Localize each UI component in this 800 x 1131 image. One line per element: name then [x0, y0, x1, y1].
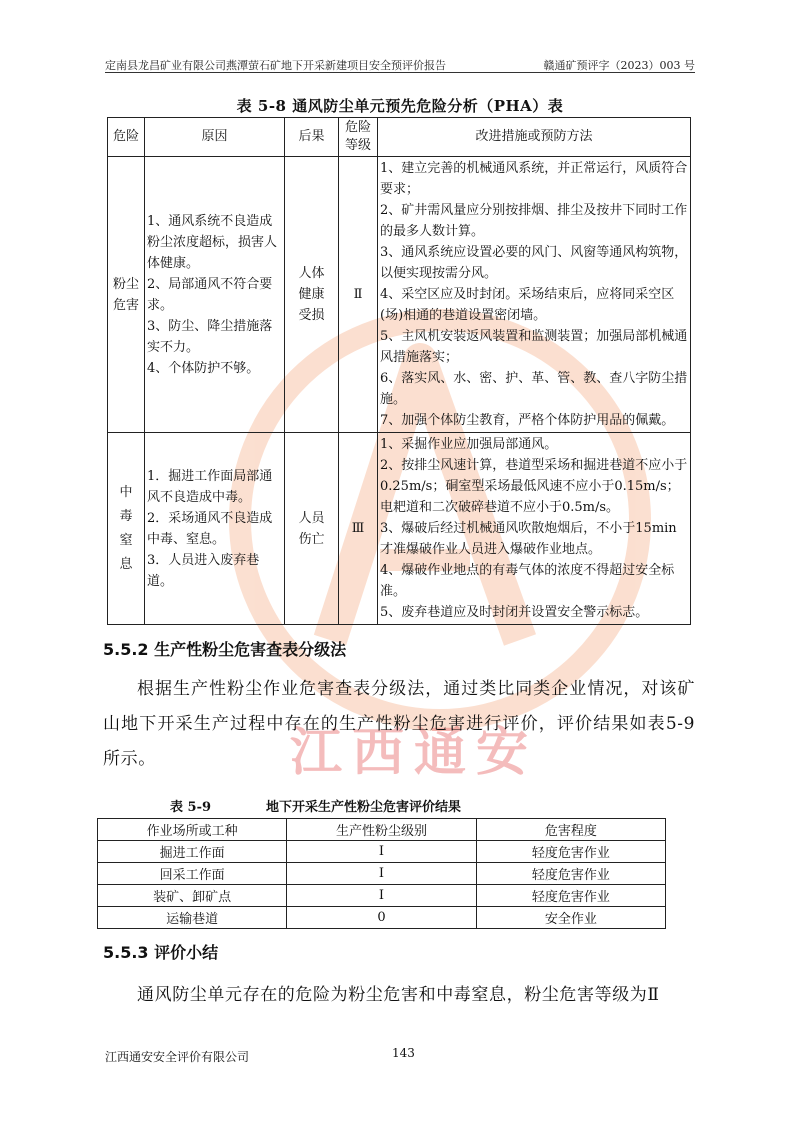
table-row	[98, 885, 666, 907]
table-number: 表 5-9	[170, 800, 212, 815]
header-cell: 原因	[145, 118, 285, 157]
table-cell: 掘进工作面	[98, 841, 287, 863]
table-row	[108, 433, 691, 625]
measure-line: 1、建立完善的机械通风系统，并正常运行，风质符合要求；	[380, 161, 688, 197]
consequence-cell: 人体健康受损	[285, 157, 339, 433]
cause-line: 1、通风系统不良造成粉尘浓度超标，损害人体健康。	[147, 213, 278, 271]
table-cell: 0	[287, 907, 476, 929]
watermark-text: 江西通安	[290, 724, 539, 782]
pha-table	[107, 117, 691, 625]
measure-line: 1、采掘作业应加强局部通风。	[380, 437, 558, 452]
measure-line: 7、加强个体防尘教育，严格个体防护用品的佩戴。	[380, 413, 675, 428]
measure-cell	[378, 433, 691, 625]
table-caption: 地下开采生产性粉尘危害评价结果	[266, 800, 462, 815]
header-cell: 生产性粉尘级别	[287, 819, 476, 841]
measure-line: 2、矿井需风量应分别按排烟、排尘及按井下同时工作的最多人数计算。	[380, 203, 688, 239]
cause-line: 3、防尘、降尘措施落实不力。	[147, 318, 273, 355]
section-5-5-2-paragraph: 根据生产性粉尘作业危害查表分级法，通过类比同类企业情况，对该矿山地下开采生产过程中存在的生产性粉尘危害进行评价，评价结果如表5-9 所示。	[103, 679, 695, 769]
cause-line: 2、局部通风不符合要求。	[147, 276, 273, 313]
measure-line: 3、爆破后经过机械通风吹散炮烟后，不小于15min才准爆破作业人员进入爆破作业地点。	[380, 521, 677, 557]
measure-line: 2、按排尘风速计算，巷道型采场和掘进巷道不应小于0.25m/s；硐室型采场最低风速不应小于0.15m/s；电耙道和二次破碎巷道不应小于0.5m/s。	[380, 458, 688, 515]
section-5-5-3-paragraph: 通风防尘单元存在的危险为粉尘危害和中毒窒息，粉尘危害等级为Ⅱ	[137, 985, 660, 1005]
table-5-8-title: 表 5-8 通风防尘单元预先危险分析（PHA）表	[236, 97, 564, 115]
level-cell: Ⅱ	[339, 157, 378, 433]
consequence-cell: 人员伤亡	[285, 433, 339, 625]
page-header	[105, 57, 695, 73]
cause-cell	[145, 157, 285, 433]
footer-company: 江西通安安全评价有限公司	[105, 1050, 250, 1064]
header-cell: 危害程度	[476, 819, 665, 841]
header-cell: 危险等级	[339, 118, 378, 157]
measure-cell	[378, 157, 691, 433]
header-cell: 危险	[108, 118, 145, 157]
table-cell: Ⅰ	[287, 841, 476, 863]
measure-line: 5、主风机安装返风装置和监测装置；加强局部机械通风措施落实；	[380, 329, 688, 365]
table-5-9-title	[170, 796, 516, 815]
header-cell: 改进措施或预防方法	[378, 118, 691, 157]
level-cell: Ⅲ	[339, 433, 378, 625]
table-row	[98, 907, 666, 929]
hazard-cell: 粉尘危害	[108, 157, 145, 433]
table-row	[98, 841, 666, 863]
section-heading-5-5-2: 5.5.2 生产性粉尘危害查表分级法	[103, 640, 347, 659]
table-row	[98, 863, 666, 885]
dust-result-table	[97, 818, 666, 929]
cause-cell	[145, 433, 285, 625]
measure-line: 4、爆破作业地点的有毒气体的浓度不得超过安全标准。	[380, 563, 675, 599]
table-cell: Ⅰ	[287, 885, 476, 907]
header-right: 赣通矿预评字（2023）003 号	[543, 59, 695, 72]
header-cell: 后果	[285, 118, 339, 157]
table-cell: 轻度危害作业	[476, 885, 665, 907]
measure-line: 3、通风系统应设置必要的风门、风窗等通风构筑物，以便实现按需分风。	[380, 245, 688, 281]
table-cell: 装矿、卸矿点	[98, 885, 287, 907]
header-divider	[105, 72, 695, 73]
table-cell: 运输巷道	[98, 907, 287, 929]
page-number: 143	[392, 1046, 415, 1060]
header-cell: 作业场所或工种	[98, 819, 287, 841]
cause-line: 1．掘进工作面局部通风不良造成中毒。	[147, 468, 273, 505]
cause-line: 3．人员进入废弃巷道。	[147, 552, 260, 589]
table-cell: 轻度危害作业	[476, 863, 665, 885]
cause-line: 4、个体防护不够。	[147, 360, 260, 376]
measure-line: 4、采空区应及时封闭。采场结束后，应将同采空区(场)相通的巷道设置密闭墙。	[380, 287, 675, 323]
table-cell: 安全作业	[476, 907, 665, 929]
table-row	[108, 157, 691, 433]
table-cell: 回采工作面	[98, 863, 287, 885]
hazard-cell: 中毒窒息	[108, 433, 145, 625]
measure-line: 6、落实风、水、密、护、革、管、教、查八字防尘措施。	[380, 371, 688, 407]
cause-line: 2．采场通风不良造成中毒、窒息。	[147, 510, 273, 547]
section-heading-5-5-3: 5.5.3 评价小结	[103, 943, 219, 962]
table-cell: 轻度危害作业	[476, 841, 665, 863]
table-cell: Ⅰ	[287, 863, 476, 885]
measure-line: 5、废弃巷道应及时封闭并设置安全警示标志。	[380, 605, 649, 620]
header-left: 定南县龙昌矿业有限公司燕潭萤石矿地下开采新建项目安全预评价报告	[105, 59, 446, 72]
